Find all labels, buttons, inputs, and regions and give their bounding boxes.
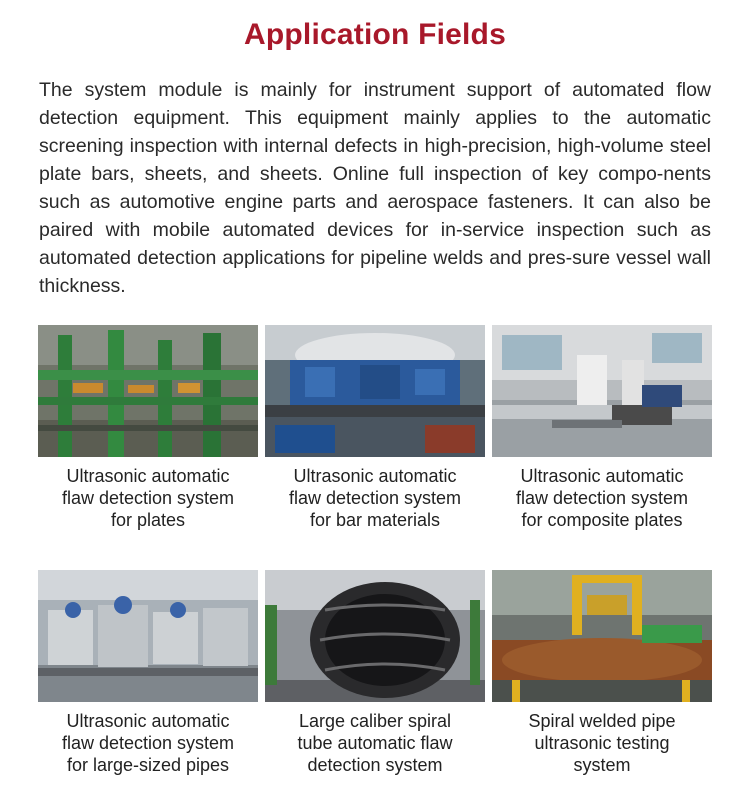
composite-plate-scanner-photo	[492, 325, 712, 457]
application-caption: Ultrasonic automatic flaw detection system for large-sized pipes	[61, 711, 235, 775]
blue-bar-inspection-machine-photo	[265, 325, 485, 457]
application-card-composite-plates	[492, 325, 712, 531]
application-card-spiral-welded-pipe	[492, 570, 712, 776]
application-caption: Ultrasonic automatic flaw detection system for plates	[61, 466, 235, 530]
application-caption: Large caliber spiral tube automatic flaw detection system	[297, 711, 453, 775]
application-card-large-sized-pipes	[38, 570, 258, 776]
intro-paragraph: The system module is mainly for instrument support of automated flow detection equipment. This equipment mainly applies to the automatic screening inspection with internal defects in high-precision, high-volume steel plate bars, sheets, and sheets. Online full inspection of key compo-nents such as automotive engine parts and aerospace fasteners. It can also be paired with mobile automated devices for in-service inspection such as automated detection applications for pipeline welds and pres-sure vessel wall thickness.	[39, 79, 711, 297]
page-title: Application Fields	[244, 18, 506, 51]
large-pipe-inspection-line-photo	[38, 570, 258, 702]
application-card-spiral-tube	[265, 570, 485, 776]
application-caption: Ultrasonic automatic flaw detection system for bar materials	[288, 466, 462, 530]
application-card-bar-materials	[265, 325, 485, 531]
application-caption: Spiral welded pipe ultrasonic testing system	[528, 711, 676, 775]
spiral-tube-photo	[265, 570, 485, 702]
application-card-plates	[38, 325, 258, 531]
application-caption: Ultrasonic automatic flaw detection system for composite plates	[515, 466, 689, 530]
green-plate-inspection-line-photo	[38, 325, 258, 457]
spiral-welded-pipe-test-photo	[492, 570, 712, 702]
